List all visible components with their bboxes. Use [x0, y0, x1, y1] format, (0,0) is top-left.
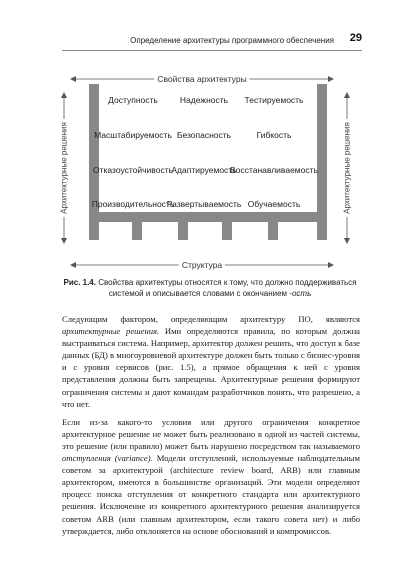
bottom-axis-label: Структура: [179, 260, 225, 270]
paragraph-text: . Модели отступлений, используемые наблюдательным советом за архитектурой (architecture review board, ARB) или главным архитектором, имеются в большинстве организаций. Эти модели определяют процесс поиска отступления от конкретного стандарта или архитектурного решения. Исключение из конкретного архитектурного решения анализируется советом ARB (или главным архитектором, если такого совета нет) и либо утверждается, либо отклоняется на основе обоснований и компромиссов.: [62, 453, 360, 536]
property-label: Производительность: [91, 199, 175, 209]
property-label: Масштабируемость: [94, 130, 172, 140]
property-label: Безопасность: [176, 130, 232, 140]
paragraph-variance: [62, 416, 360, 537]
right-arrow-head-top: [344, 92, 350, 98]
frame-leg: [132, 222, 142, 240]
term-architecture-decisions: архитектурные решения: [62, 326, 158, 337]
frame-leg: [222, 222, 232, 240]
property-label: Гибкость: [256, 130, 292, 140]
property-label: Доступность: [108, 95, 158, 105]
frame-leg: [317, 222, 327, 240]
body-text: [62, 313, 360, 537]
caption-text: Свойства архитектуры относятся к тому, что должно поддерживаться системой и описывается словами с окончанием: [98, 278, 357, 298]
property-label: Адаптируемость: [171, 165, 237, 175]
property-label: Восстанавливаемость: [230, 165, 318, 175]
right-axis-label: Архитектурные решения: [343, 119, 352, 217]
term-variance: отступления (variance): [62, 453, 151, 464]
frame-leg: [178, 222, 188, 240]
left-arrow-head-bottom: [61, 238, 67, 244]
frame-leg: [268, 222, 278, 240]
right-arrow-head-bottom: [344, 238, 350, 244]
property-label: Тестируемость: [244, 95, 304, 105]
page-number: 29: [349, 32, 362, 44]
top-axis-label: Свойства архитектуры: [154, 74, 249, 84]
paragraph-text: Следующим фактором, определяющим архитектуру ПО, являются: [62, 314, 360, 324]
frame-right-pillar: [317, 84, 327, 219]
frame-leg: [89, 222, 99, 240]
top-arrow-head-left: [70, 76, 76, 82]
left-axis-label: Архитектурные решения: [60, 119, 69, 217]
caption-suffix: -ость: [289, 289, 312, 298]
property-label: Отказоустойчивость: [92, 165, 174, 175]
property-label: Обучаемость: [247, 199, 301, 209]
paragraph-text: . Ими определяются правила, по которым должна выстраиваться система. Например, архитектор должен решить, что доступ к базе данных (БД) в многоуровневой архитектуре должен быть только с бизнес-уровня и с уровня сервисов (рис. 1.5), а прямое обращения к ней с уровня представления должны быть запрещены. Архитектурные решения формируют ограничения системы и дают командам разработчиков понять, что разрешено, а что нет.: [62, 326, 360, 409]
frame-base: [89, 212, 327, 222]
property-label: Развертываемость: [166, 199, 242, 209]
paragraph-text: Если из-за какого-то условия или другого ограничения конкретное архитектурное решение не может быть реализовано в одной из частей системы, это решение (или правило) может быть нарушено посредством так называемого: [62, 416, 360, 451]
bottom-arrow-head-left: [70, 262, 76, 268]
figure-caption: [60, 277, 360, 299]
paragraph-architecture-decisions: [62, 313, 360, 410]
running-title: Определение архитектуры программного обеспечения: [130, 36, 334, 45]
caption-label: Рис. 1.4.: [63, 278, 96, 287]
top-arrow-head-right: [328, 76, 334, 82]
property-label: Надежность: [179, 95, 229, 105]
bottom-arrow-head-right: [328, 262, 334, 268]
left-arrow-head-top: [61, 92, 67, 98]
